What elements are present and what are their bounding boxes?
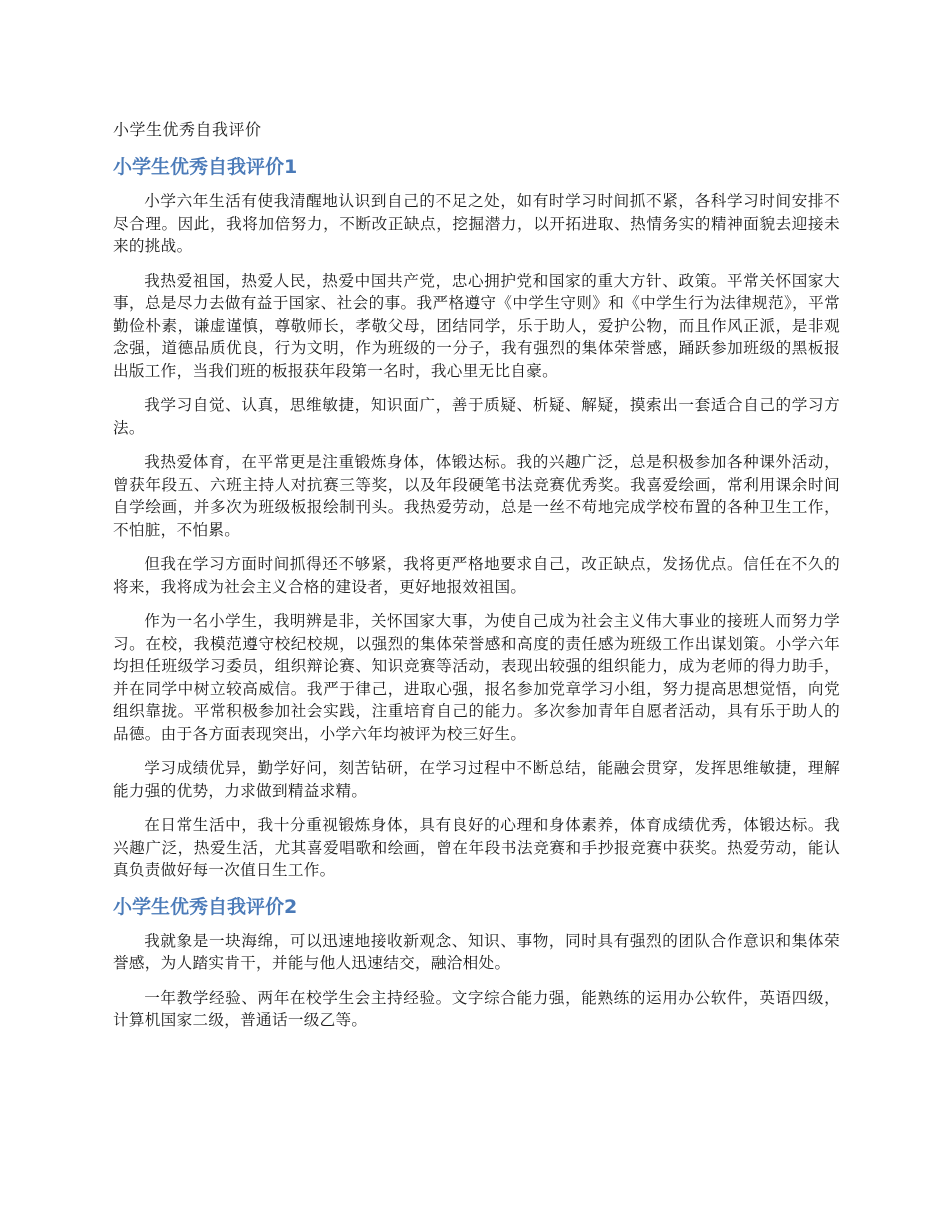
section-1 bbox=[113, 154, 840, 882]
paragraph: 一年教学经验、两年在校学生会主持经验。文字综合能力强，能熟练的运用办公软件，英语四级，计算机国家二级，普通话一级乙等。 bbox=[113, 988, 840, 1029]
paragraph: 我热爱祖国，热爱人民，热爱中国共产党，忠心拥护党和国家的重大方针、政策。平常关怀国家大事，总是尽力去做有益于国家、社会的事。我严格遵守《中学生守则》和《中学生行为法律规范》，平常勤俭朴素，谦虚谨慎，尊敬师长，孝敬父母，团结同学，乐于助人，爱护公物，而且作风正派，是非观念强，道德品质优良，行为文明，作为班级的一分子，我有强烈的集体荣誉感，踊跃参加班级的黑板报出版工作，当我们班的板报获年段第一名时，我心里无比自豪。 bbox=[113, 271, 840, 380]
document-title: 小学生优秀自我评价 bbox=[113, 120, 262, 139]
paragraph: 我学习自觉、认真，思维敏捷，知识面广，善于质疑、析疑、解疑，摸索出一套适合自己的学习方法。 bbox=[113, 396, 840, 437]
paragraph: 小学六年生活有使我清醒地认识到自己的不足之处，如有时学习时间抓不紧，各科学习时间安排不尽合理。因此，我将加倍努力，不断改正缺点，挖掘潜力，以开拓进取、热情务实的精神面貌去迎接未来的挑战。 bbox=[113, 192, 840, 255]
section-heading: 小学生优秀自我评价1 bbox=[113, 156, 298, 178]
paragraph: 我就象是一块海绵，可以迅速地接收新观念、知识、事物，同时具有强烈的团队合作意识和集体荣誉感，为人踏实肯干，并能与他人迅速结交，融洽相处。 bbox=[113, 931, 840, 972]
paragraph: 在日常生活中，我十分重视锻炼身体，具有良好的心理和身体素养，体育成绩优秀，体锻达标。我兴趣广泛，热爱生活，尤其喜爱唱歌和绘画，曾在年段书法竞赛和手抄报竞赛中获奖。热爱劳动，能认真负责做好每一次值日生工作。 bbox=[113, 816, 840, 879]
document-page bbox=[113, 118, 840, 1044]
section-heading: 小学生优秀自我评价2 bbox=[113, 895, 298, 918]
paragraph: 作为一名小学生，我明辨是非，关怀国家大事，为使自己成为社会主义伟大事业的接班人而努力学习。在校，我模范遵守校纪校规，以强烈的集体荣誉感和高度的责任感为班级工作出谋划策。小学六年均担任班级学习委员，组织辩论赛、知识竞赛等活动，表现出较强的组织能力，成为老师的得力助手，并在同学中树立较高威信。我严于律己，进取心强，报名参加党章学习小组，努力提高思想觉悟，向党组织靠拢。平常积极参加社会实践，注重培育自己的能力。多次参加青年自愿者活动，具有乐于助人的品德。由于各方面表现突出，小学六年均被评为校三好生。 bbox=[113, 612, 840, 743]
paragraph: 我热爱体育，在平常更是注重锻炼身体，体锻达标。我的兴趣广泛，总是积极参加各种课外活动，曾获年段五、六班主持人对抗赛三等奖，以及年段硬笔书法竞赛优秀奖。我喜爱绘画，常利用课余时间自学绘画，并多次为班级板报绘制刊头。我热爱劳动，总是一丝不苟地完成学校布置的各种卫生工作，不怕脏，不怕累。 bbox=[113, 453, 840, 539]
paragraph: 学习成绩优异，勤学好问，刻苦钻研，在学习过程中不断总结，能融会贯穿，发挥思维敏捷，理解能力强的优势，力求做到精益求精。 bbox=[113, 759, 840, 800]
section-2 bbox=[113, 894, 840, 1032]
paragraph: 但我在学习方面时间抓得还不够紧，我将更严格地要求自己，改正缺点，发扬优点。信任在不久的将来，我将成为社会主义合格的建设者，更好地报效祖国。 bbox=[113, 555, 840, 596]
